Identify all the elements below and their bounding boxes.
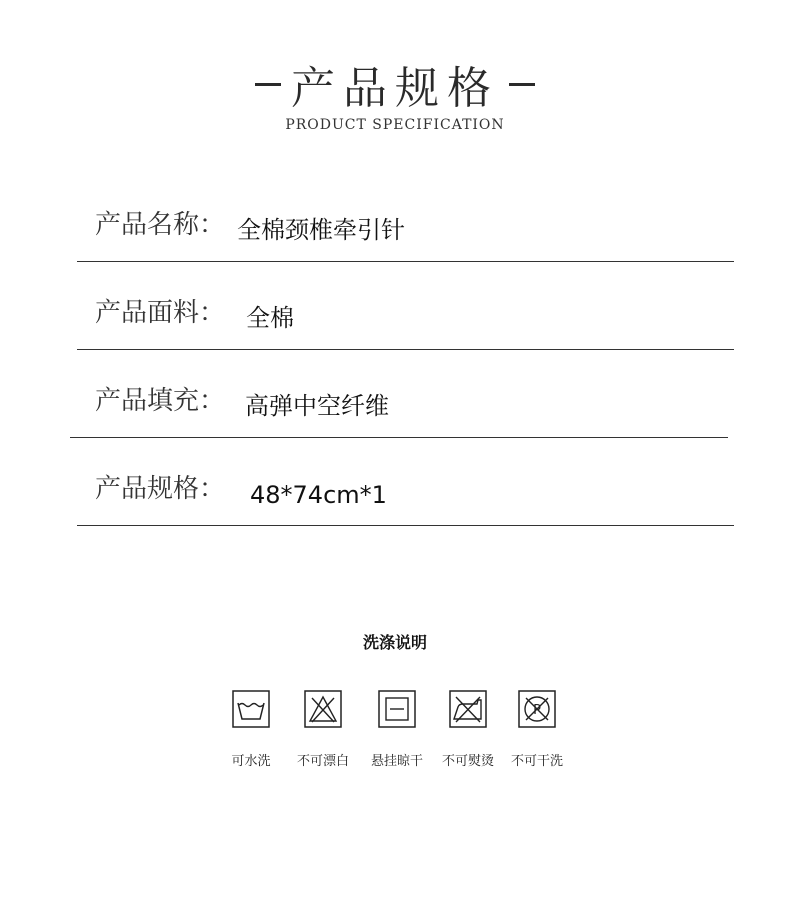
hand-wash-icon xyxy=(232,690,270,728)
no-iron-icon xyxy=(449,690,487,728)
care-label: 不可熨烫 xyxy=(441,754,494,769)
spec-row-filling xyxy=(70,349,728,438)
title-dash-left xyxy=(255,83,281,86)
spec-label: 产品填充： xyxy=(95,386,226,416)
care-label: 不可漂白 xyxy=(296,754,349,769)
spec-value: 全棉 xyxy=(246,304,294,332)
care-label: 可水洗 xyxy=(231,754,271,769)
page-title xyxy=(255,52,535,116)
page-title-wrap xyxy=(0,52,790,116)
spec-value: 48*74cm*1 xyxy=(250,481,387,509)
spec-row-size xyxy=(77,437,734,526)
spec-label: 产品名称： xyxy=(95,210,226,240)
wash-instructions-title: 洗涤说明 xyxy=(362,633,427,652)
care-item-no-dry-clean xyxy=(497,690,577,769)
line-dry-icon xyxy=(378,690,416,728)
care-item-no-iron xyxy=(428,690,508,769)
care-label: 悬挂晾干 xyxy=(370,754,423,769)
care-item-line-dry xyxy=(357,690,437,769)
care-label: 不可干洗 xyxy=(510,754,563,769)
page-title-text: 产品规格 xyxy=(291,63,499,114)
title-dash-right xyxy=(509,83,535,86)
no-bleach-icon xyxy=(304,690,342,728)
page-subtitle: PRODUCT SPECIFICATION xyxy=(285,117,505,133)
spec-row-name xyxy=(77,173,734,262)
care-item-hand-wash xyxy=(211,690,291,769)
svg-text:P: P xyxy=(533,703,541,718)
spec-row-fabric xyxy=(77,261,734,350)
spec-value: 高弹中空纤维 xyxy=(245,392,389,420)
spec-label: 产品规格： xyxy=(95,474,226,504)
spec-label: 产品面料： xyxy=(95,298,226,328)
spec-value: 全棉颈椎牵引针 xyxy=(237,216,405,244)
care-item-no-bleach xyxy=(283,690,363,769)
no-dry-clean-icon xyxy=(518,690,556,728)
